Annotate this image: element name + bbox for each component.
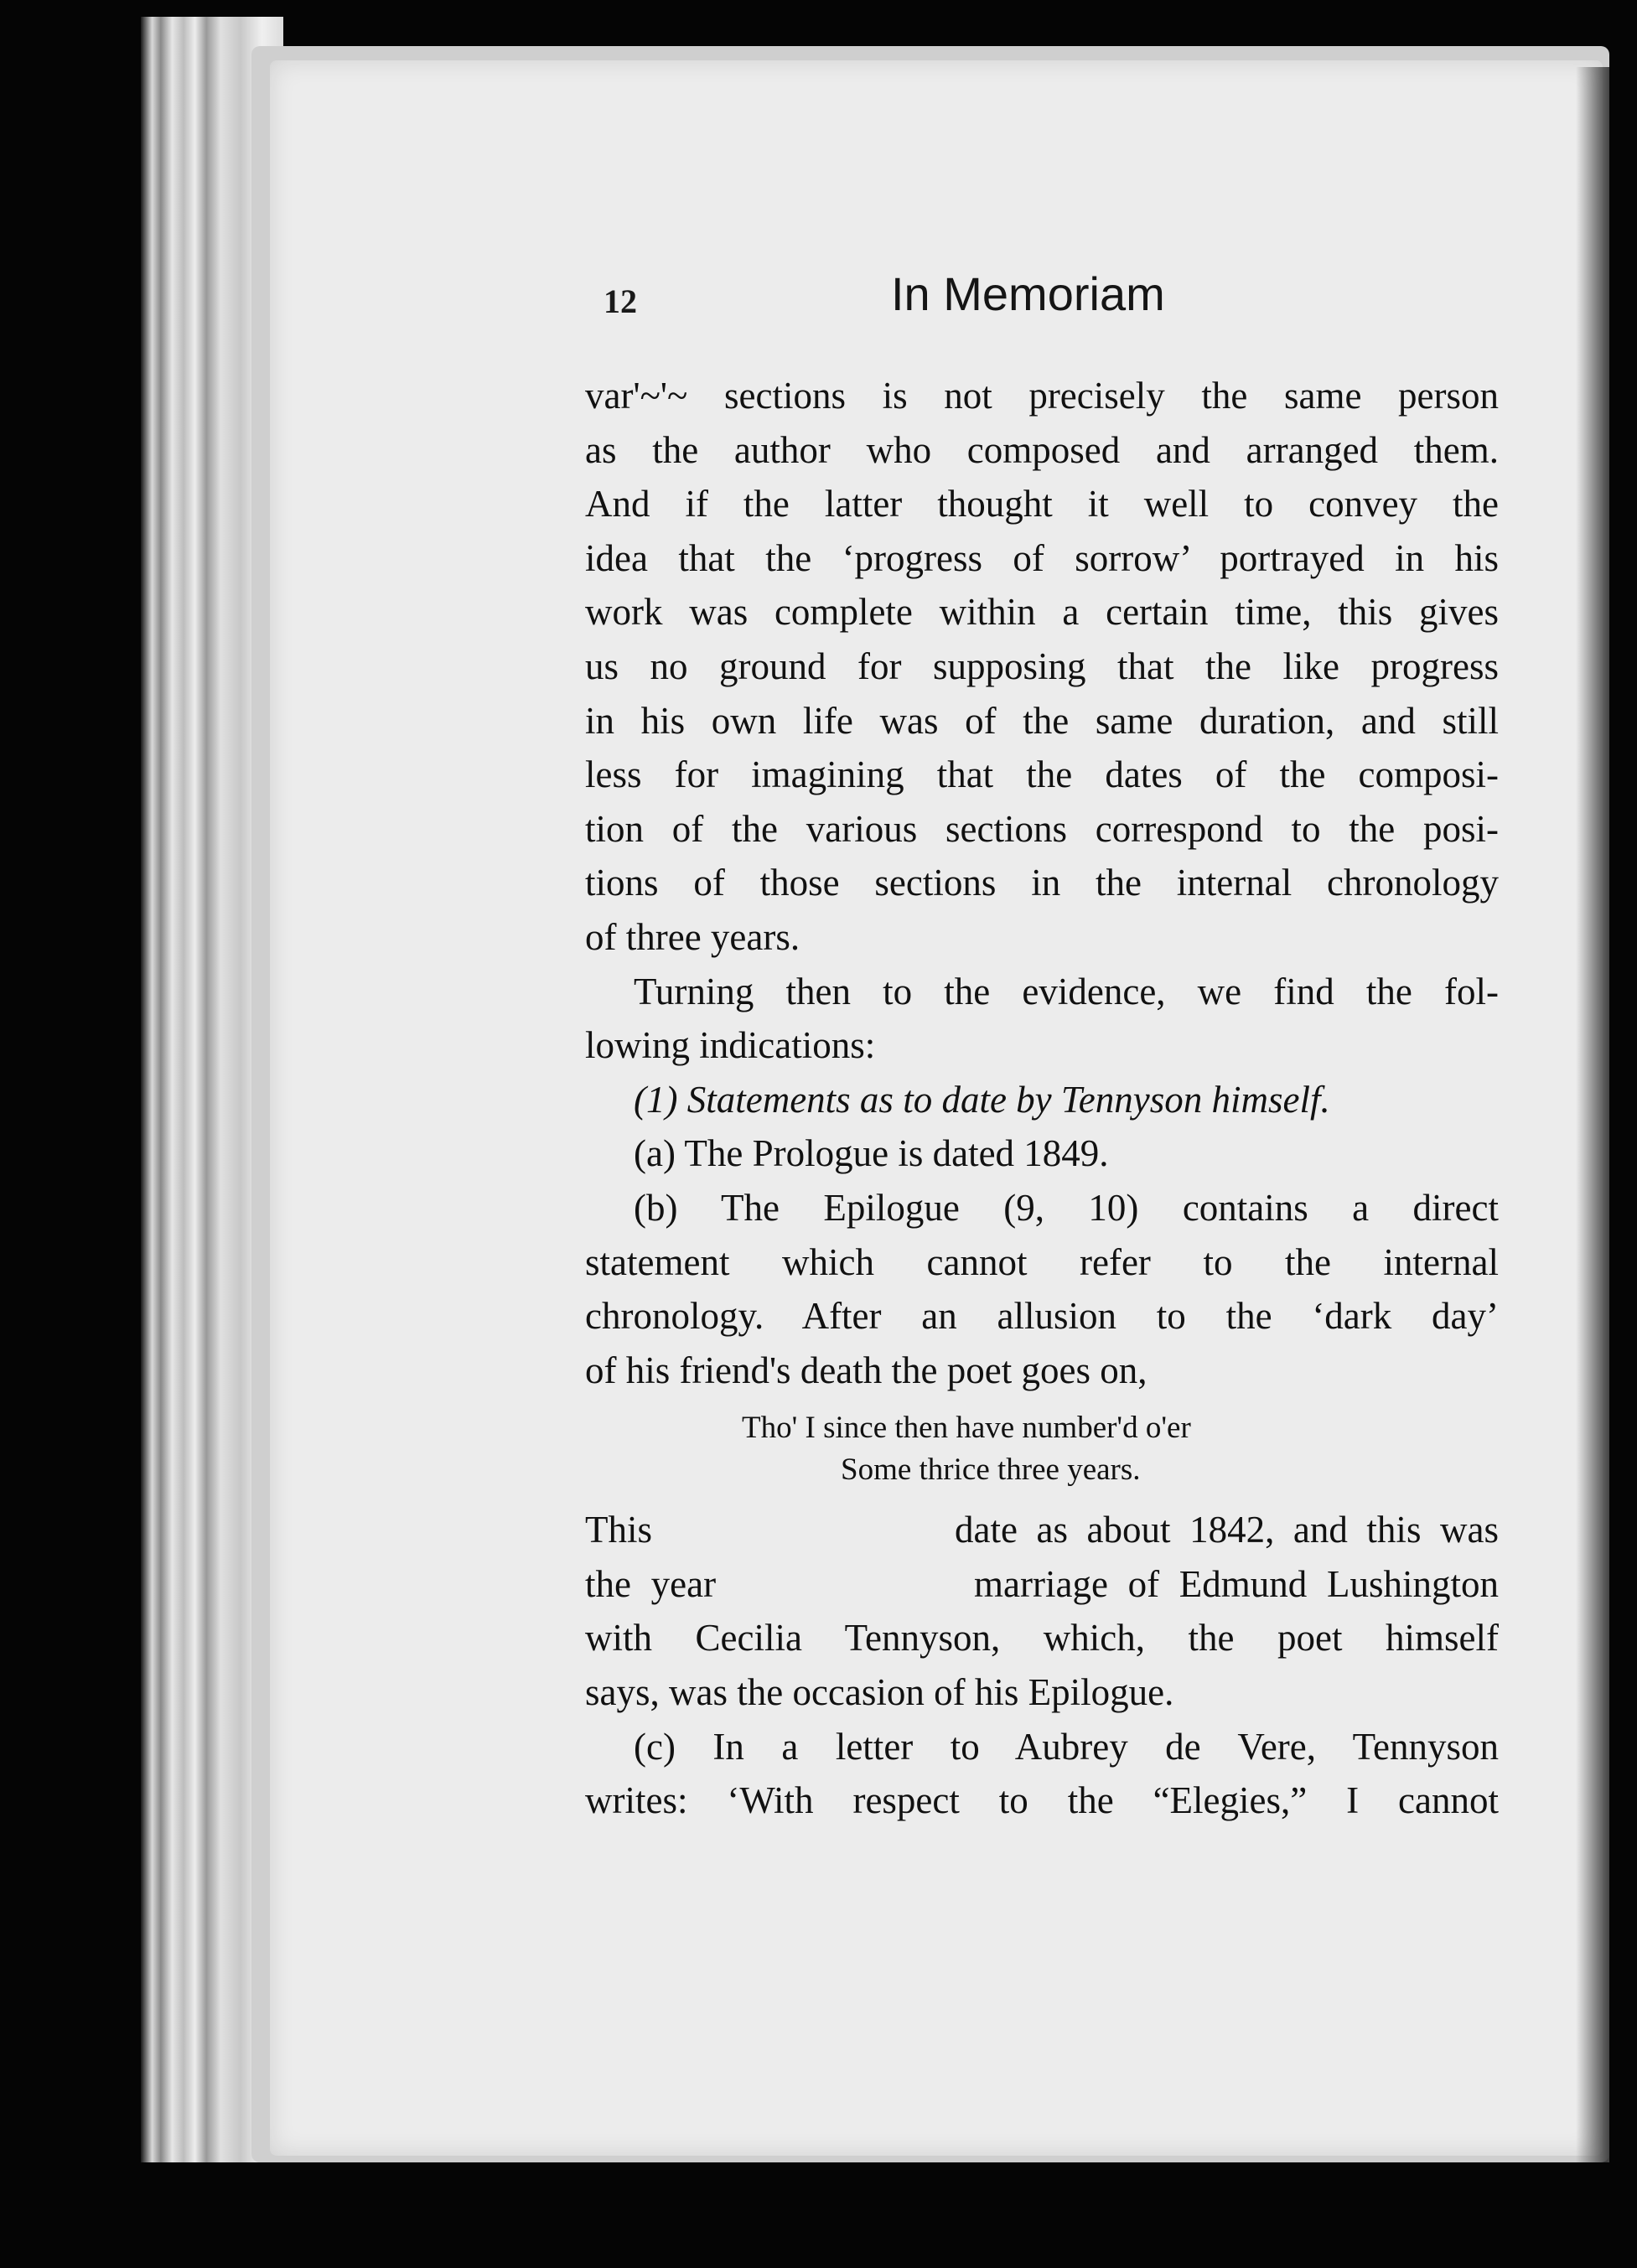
text-line: chronology. After an allusion to the ‘dark day’ (585, 1295, 1499, 1338)
text-line: with Cecilia Tennyson, which, the poet himself (585, 1617, 1499, 1660)
text-line: tion of the various sections correspond to the posi- (585, 807, 1499, 850)
text-line: (c) In a letter to Aubrey de Vere, Tennyson (634, 1725, 1499, 1768)
text-line: in his own life was of the same duration, and still (585, 699, 1499, 742)
text-line: writes: ‘With respect to the “Elegies,” I cannot (585, 1779, 1499, 1822)
text-line: as the author who composed and arranged them. (585, 428, 1499, 471)
text-line: idea that the ‘progress of sorrow’ portrayed in his (585, 536, 1499, 579)
text-line: the year marriage of Edmund Lushington (585, 1562, 1499, 1605)
verse-line: Tho' I since then have number'd o'er (742, 1411, 1191, 1446)
list-item-a: (a) The Prologue is dated 1849. (634, 1132, 1109, 1175)
text-line: This date as about 1842, and this was (585, 1509, 1499, 1551)
running-title: In Memoriam (891, 267, 1165, 320)
text-line: says, was the occasion of his Epilogue. (585, 1671, 1174, 1714)
page-number: 12 (604, 282, 637, 320)
running-head (604, 267, 1526, 334)
text-line: var'~'~ sections is not precisely the same person (585, 375, 1499, 417)
verse-line: Some thrice three years. (841, 1452, 1141, 1488)
body-text (585, 369, 1499, 1828)
text-line: work was complete within a certain time, this gives (585, 591, 1499, 634)
text-line: (b) The Epilogue (9, 10) contains a direct (634, 1186, 1499, 1229)
section-heading: (1) Statements as to date by Tennyson himself. (634, 1078, 1330, 1121)
page-right-shadow (1576, 67, 1609, 2162)
text-line: of three years. (585, 915, 800, 958)
text-line: less for imagining that the dates of the composi- (585, 753, 1499, 796)
text-line: lowing indications: (585, 1024, 876, 1067)
verse-quote (585, 1407, 1499, 1491)
text-line: And if the latter thought it well to convey the (585, 483, 1499, 526)
text-line: statement which cannot refer to the internal (585, 1240, 1499, 1283)
text-line: of his friend's death the poet goes on, (585, 1349, 1147, 1391)
text-line: tions of those sections in the internal chronology (585, 862, 1499, 904)
text-line: us no ground for supposing that the like progress (585, 645, 1499, 687)
text-line: Turning then to the evidence, we find the fol- (634, 970, 1499, 1012)
